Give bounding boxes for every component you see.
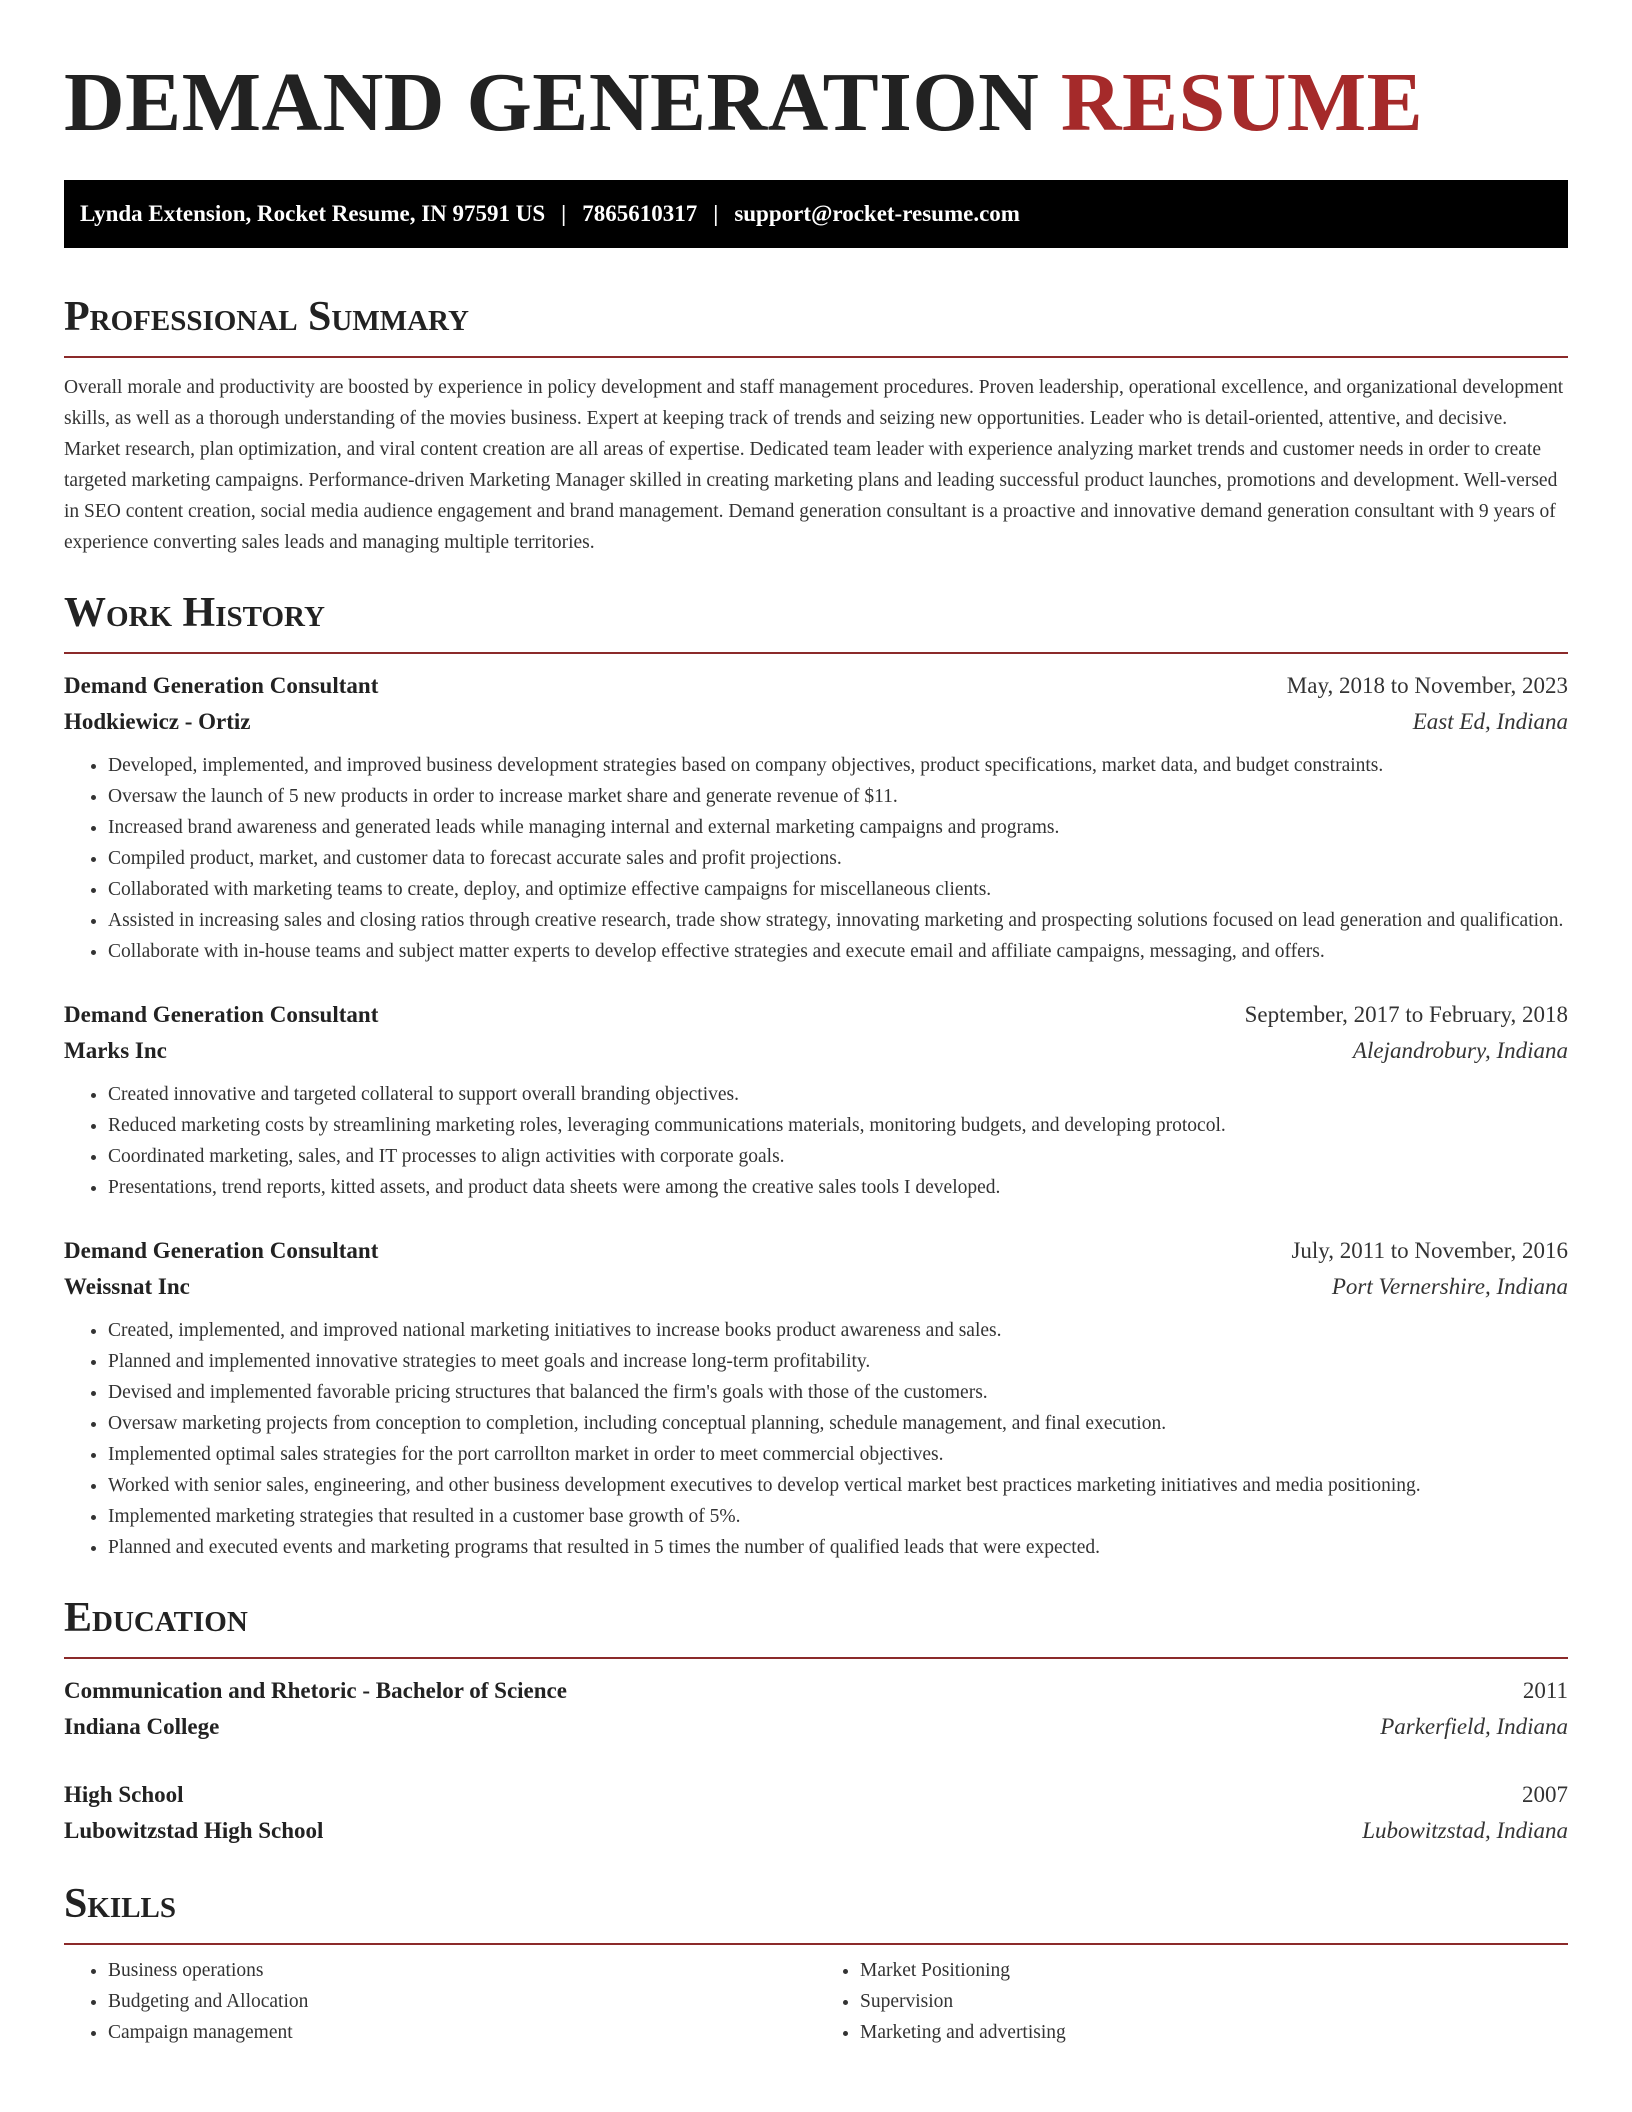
job-bullet: • Planned and executed events and marketing programs that resulted in 5 times the number of qualified leads that were expected.: [108, 1532, 1568, 1563]
education-school: Lubowitzstad High School: [64, 1818, 324, 1843]
education-degree: Communication and Rhetoric - Bachelor of Science: [64, 1678, 567, 1703]
section-heading-skills: Skills: [64, 1879, 1568, 1945]
job-dates: September, 2017 to February, 2018: [1244, 1002, 1568, 1027]
title-accent: RESUME: [1060, 56, 1424, 149]
job-bullet: • Created innovative and targeted collateral to support overall branding objectives.: [108, 1079, 1568, 1110]
skills-column-left: [64, 1955, 816, 2048]
education-entry: [64, 1673, 1568, 1745]
job-title: Demand Generation Consultant: [64, 673, 379, 698]
education-year: 2007: [1522, 1782, 1568, 1807]
job-entry: [64, 668, 1568, 967]
job-bullet: • Oversaw marketing projects from conception to completion, including conceptual planning, schedule management, and final execution.: [108, 1408, 1568, 1439]
resume-title: [64, 0, 1568, 148]
job-location: Port Vernershire, Indiana: [1331, 1274, 1568, 1299]
section-heading-education: Education: [64, 1593, 1568, 1659]
contact-separator: |: [713, 201, 719, 226]
job-header: [64, 668, 1568, 704]
job-title: Demand Generation Consultant: [64, 1002, 379, 1027]
job-bullet: • Implemented optimal sales strategies for the port carrollton market in order to meet commercial objectives.: [108, 1439, 1568, 1470]
education-school: Indiana College: [64, 1714, 220, 1739]
job-company-row: [64, 1033, 1568, 1069]
education-school-row: [64, 1709, 1568, 1745]
education-entry: [64, 1777, 1568, 1849]
job-bullet: • Devised and implemented favorable pricing structures that balanced the firm's goals with those of the customers.: [108, 1377, 1568, 1408]
job-bullets: [64, 1079, 1568, 1203]
job-entry: [64, 997, 1568, 1203]
summary-text: Overall morale and productivity are boosted by experience in policy development and staff management procedures. Proven leadership, operational excellence, and organizational development skills, as well as a thorough understanding of the movies business. Expert at keeping track of trends and seizing new opportunities. Leader who is detail-oriented, attentive, and decisive. Market research, plan optimization, and viral content creation are all areas of expertise. Dedicated team leader with experience analyzing market trends and customer needs in order to create targeted marketing campaigns. Performance-driven Marketing Manager skilled in creating marketing plans and leading successful product launches, promotions and development. Well-versed in SEO content creation, social media audience engagement and brand management. Demand generation consultant is a proactive and innovative demand generation consultant with 9 years of experience converting sales leads and managing multiple territories.: [64, 377, 1564, 553]
job-bullet: • Coordinated marketing, sales, and IT processes to align activities with corporate goals.: [108, 1141, 1568, 1172]
job-bullets: [64, 750, 1568, 967]
education-header: [64, 1777, 1568, 1813]
contact-address: Lynda Extension, Rocket Resume, IN 97591 US: [80, 201, 546, 226]
skills-grid: [64, 1955, 1568, 2048]
job-bullet: • Collaborate with in-house teams and subject matter experts to develop effective strategies and execute email and affiliate campaigns, messaging, and offers.: [108, 936, 1568, 967]
job-bullet: • Assisted in increasing sales and closing ratios through creative research, trade show strategy, innovating marketing and prospecting solutions focused on lead generation and qualification.: [108, 905, 1568, 936]
job-bullet: • Implemented marketing strategies that resulted in a customer base growth of 5%.: [108, 1501, 1568, 1532]
job-company: Marks Inc: [64, 1038, 167, 1063]
job-title: Demand Generation Consultant: [64, 1238, 379, 1263]
job-bullet: • Created, implemented, and improved national marketing initiatives to increase books product awareness and sales.: [108, 1315, 1568, 1346]
education-header: [64, 1673, 1568, 1709]
job-bullet: • Worked with senior sales, engineering, and other business development executives to develop vertical market best practices marketing initiatives and media positioning.: [108, 1470, 1568, 1501]
job-bullet: • Increased brand awareness and generated leads while managing internal and external marketing campaigns and programs.: [108, 812, 1568, 843]
job-bullet: • Compiled product, market, and customer data to forecast accurate sales and profit projections.: [108, 843, 1568, 874]
job-company: Hodkiewicz - Ortiz: [64, 709, 251, 734]
job-location: East Ed, Indiana: [1412, 709, 1568, 734]
education-location: Parkerfield, Indiana: [1380, 1714, 1568, 1739]
skills-column-right: [816, 1955, 1568, 2048]
job-bullet: • Presentations, trend reports, kitted assets, and product data sheets were among the creative sales tools I developed.: [108, 1172, 1568, 1203]
skill-item: • Supervision: [860, 1986, 1568, 2017]
job-entry: [64, 1233, 1568, 1563]
contact-email[interactable]: support@rocket-resume.com: [734, 201, 1020, 226]
job-bullet: • Developed, implemented, and improved business development strategies based on company objectives, product specifications, market data, and budget constraints.: [108, 750, 1568, 781]
contact-phone[interactable]: 7865610317: [582, 201, 698, 226]
job-company-row: [64, 1269, 1568, 1305]
job-header: [64, 1233, 1568, 1269]
job-dates: May, 2018 to November, 2023: [1286, 673, 1568, 698]
job-bullet: • Reduced marketing costs by streamlining marketing roles, leveraging communications materials, monitoring budgets, and developing protocol.: [108, 1110, 1568, 1141]
job-bullet: • Oversaw the launch of 5 new products in order to increase market share and generate revenue of $11.: [108, 781, 1568, 812]
job-dates: July, 2011 to November, 2016: [1291, 1238, 1568, 1263]
job-bullet: • Planned and implemented innovative strategies to meet goals and increase long-term profitability.: [108, 1346, 1568, 1377]
job-header: [64, 997, 1568, 1033]
skill-item: • Market Positioning: [860, 1955, 1568, 1986]
education-year: 2011: [1522, 1678, 1568, 1703]
title-main: DEMAND GENERATION: [64, 56, 1040, 149]
job-bullet: • Collaborated with marketing teams to create, deploy, and optimize effective campaigns for miscellaneous clients.: [108, 874, 1568, 905]
education-school-row: [64, 1813, 1568, 1849]
job-bullets: [64, 1315, 1568, 1563]
education-degree: High School: [64, 1782, 184, 1807]
contact-bar: [64, 180, 1568, 248]
skill-item: • Campaign management: [108, 2017, 816, 2048]
education-location: Lubowitzstad, Indiana: [1362, 1818, 1568, 1843]
skill-item: • Budgeting and Allocation: [108, 1986, 816, 2017]
contact-separator: |: [561, 201, 567, 226]
skill-item: • Marketing and advertising: [860, 2017, 1568, 2048]
job-company-row: [64, 704, 1568, 740]
job-company: Weissnat Inc: [64, 1274, 190, 1299]
section-heading-summary: Professional Summary: [64, 292, 1568, 358]
job-location: Alejandrobury, Indiana: [1352, 1038, 1568, 1063]
skill-item: • Business operations: [108, 1955, 816, 1986]
section-heading-work: Work History: [64, 588, 1568, 654]
